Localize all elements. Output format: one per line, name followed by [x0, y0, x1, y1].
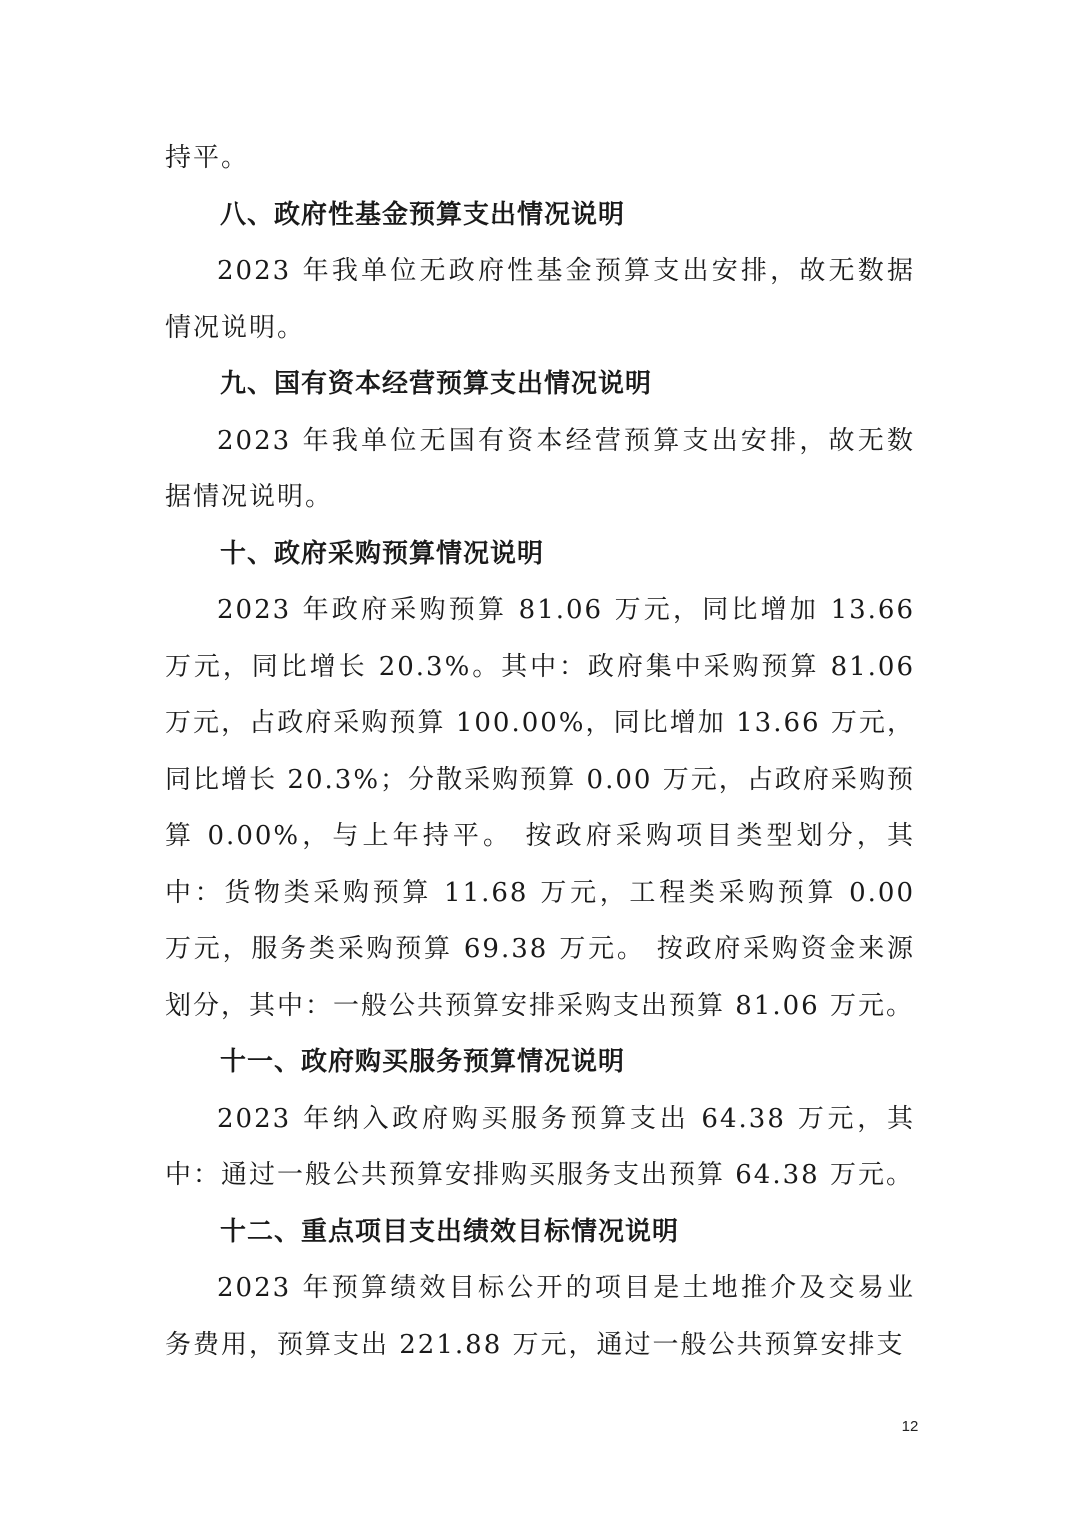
section-body-8: 2023 年我单位无政府性基金预算支出安排，故无数据情况说明。 [165, 256, 915, 343]
section-heading-10: 十、政府采购预算情况说明 [220, 538, 545, 569]
section-heading-9: 九、国有资本经营预算支出情况说明 [220, 369, 653, 399]
section-heading-12: 十二、重点项目支出绩效目标情况说明 [220, 1216, 680, 1247]
continuation-text: 持平。 [165, 143, 250, 173]
section-body-10: 2023 年政府采购预算 81.06 万元，同比增加 13.66 万元，同比增长 20.3%。其中：政府集中采购预算 81.06 万元，占政府采购预算 100.00%，同比增加 13.66 万元，同比增长 20.3%；分散采购预算 0.00 万元，占政府采购预算 0.00%，与上年持平。 按政府采购项目类型划分，其中：货物类采购预算 11.68 万元，工程类采购预算 0.00 万元，服务类采购预算 69.38 万元。 按政府采购资金来源划分，其中：一般公共预算安排采购支出预算 81.06 万元。 [165, 595, 915, 1021]
section-heading-11: 十一、政府购买服务预算情况说明 [220, 1047, 626, 1077]
section-heading-8: 八、政府性基金预算支出情况说明 [220, 199, 626, 230]
section-body-11: 2023 年纳入政府购买服务预算支出 64.38 万元，其中：通过一般公共预算安排购买服务支出预算 64.38 万元。 [165, 1103, 915, 1190]
page-number: 12 [901, 1418, 919, 1435]
section-body-12: 2023 年预算绩效目标公开的项目是土地推介及交易业务费用，预算支出 221.88 万元，通过一般公共预算安排支 [165, 1273, 915, 1360]
document-page [165, 130, 915, 1373]
section-body-9: 2023 年我单位无国有资本经营预算支出安排，故无数据情况说明。 [165, 425, 915, 512]
